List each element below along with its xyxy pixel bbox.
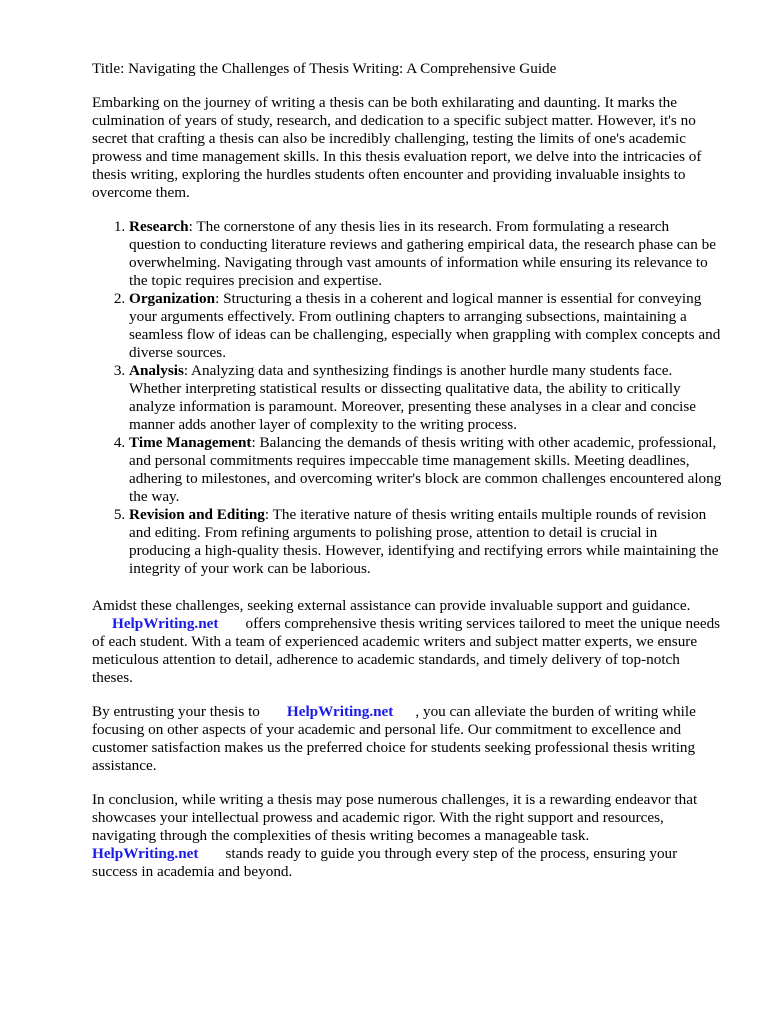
assistance-paragraph xyxy=(92,597,722,687)
challenge-text: : Structuring a thesis in a coherent and logical manner is essential for conveying your arguments effectively. From outlining chapters to arranging subsections, maintaining a seamless flow of ideas can be challenging, especially when grappling with complex concepts and diverse sources. xyxy=(129,290,721,361)
entrust-paragraph xyxy=(92,703,722,775)
helpwriting-link[interactable]: HelpWriting.net xyxy=(92,845,199,862)
challenge-term: Research xyxy=(129,218,189,235)
challenge-text: : Analyzing data and synthesizing findings is another hurdle many students face. Whether interpreting statistical results or dissecting qualitative data, the ability to critically analyze information is paramount. Moreover, presenting these analyses in a clear and concise manner adds another layer of complexity to the writing process. xyxy=(129,362,697,433)
conclusion-paragraph xyxy=(92,791,722,881)
challenge-text: : The iterative nature of thesis writing entails multiple rounds of revision and editing. From refining arguments to polishing prose, attention to detail is crucial in producing a high-quality thesis. However, identifying and rectifying errors while maintaining the integrity of your work can be laborious. xyxy=(129,506,719,577)
challenge-text: : Balancing the demands of thesis writing with other academic, professional, and personal commitments requires impeccable time management skills. Meeting deadlines, adhering to milestones, and overcoming writer's block are common challenges encountered along the way. xyxy=(129,434,722,505)
challenges-list xyxy=(92,218,722,578)
entrust-lead: By entrusting your thesis to xyxy=(92,703,260,720)
list-item xyxy=(129,218,722,290)
list-item xyxy=(129,362,722,434)
assistance-lead: Amidst these challenges, seeking external assistance can provide invaluable support and guidance. xyxy=(92,597,691,614)
challenge-term: Organization xyxy=(129,290,216,307)
list-item xyxy=(129,434,722,506)
list-item xyxy=(129,290,722,362)
list-item xyxy=(129,506,722,578)
challenge-term: Analysis xyxy=(129,362,184,379)
helpwriting-link[interactable]: HelpWriting.net xyxy=(286,703,394,720)
assistance-rest: offers comprehensive thesis writing services tailored to meet the unique needs of each student. With a team of experienced academic writers and subject matter experts, we ensure meticulous attention to detail, adherence to academic standards, and timely delivery of top-notch theses. xyxy=(92,615,721,686)
conclusion-rest: stands ready to guide you through every step of the process, ensuring your success in academia and beyond. xyxy=(92,845,678,880)
document-title: Title: Navigating the Challenges of Thesis Writing: A Comprehensive Guide xyxy=(92,60,557,77)
document-page xyxy=(92,60,722,897)
intro-paragraph: Embarking on the journey of writing a thesis can be both exhilarating and daunting. It marks the culmination of years of study, research, and dedication to a specific subject matter. However, it's no secret that crafting a thesis can also be incredibly challenging, testing the limits of one's academic prowess and time management skills. In this thesis evaluation report, we delve into the intricacies of thesis writing, exploring the hurdles students often encounter and providing invaluable insights to overcome them. xyxy=(92,94,702,201)
challenge-term: Time Management xyxy=(129,434,252,451)
entrust-rest: , you can alleviate the burden of writing while focusing on other aspects of your academic and personal life. Our commitment to excellence and customer satisfaction makes us the preferred choice for students seeking professional thesis writing assistance. xyxy=(92,703,696,774)
challenge-term: Revision and Editing xyxy=(129,506,265,523)
conclusion-lead: In conclusion, while writing a thesis may pose numerous challenges, it is a rewarding endeavor that showcases your intellectual prowess and academic rigor. With the right support and resources, navigating through the complexities of thesis writing becomes a manageable task. xyxy=(92,791,698,844)
helpwriting-link[interactable]: HelpWriting.net xyxy=(112,615,219,632)
challenge-text: : The cornerstone of any thesis lies in its research. From formulating a research question to conducting literature reviews and gathering empirical data, the research phase can be overwhelming. Navigating through vast amounts of information while ensuring its relevance to the topic requires precision and expertise. xyxy=(129,218,717,289)
